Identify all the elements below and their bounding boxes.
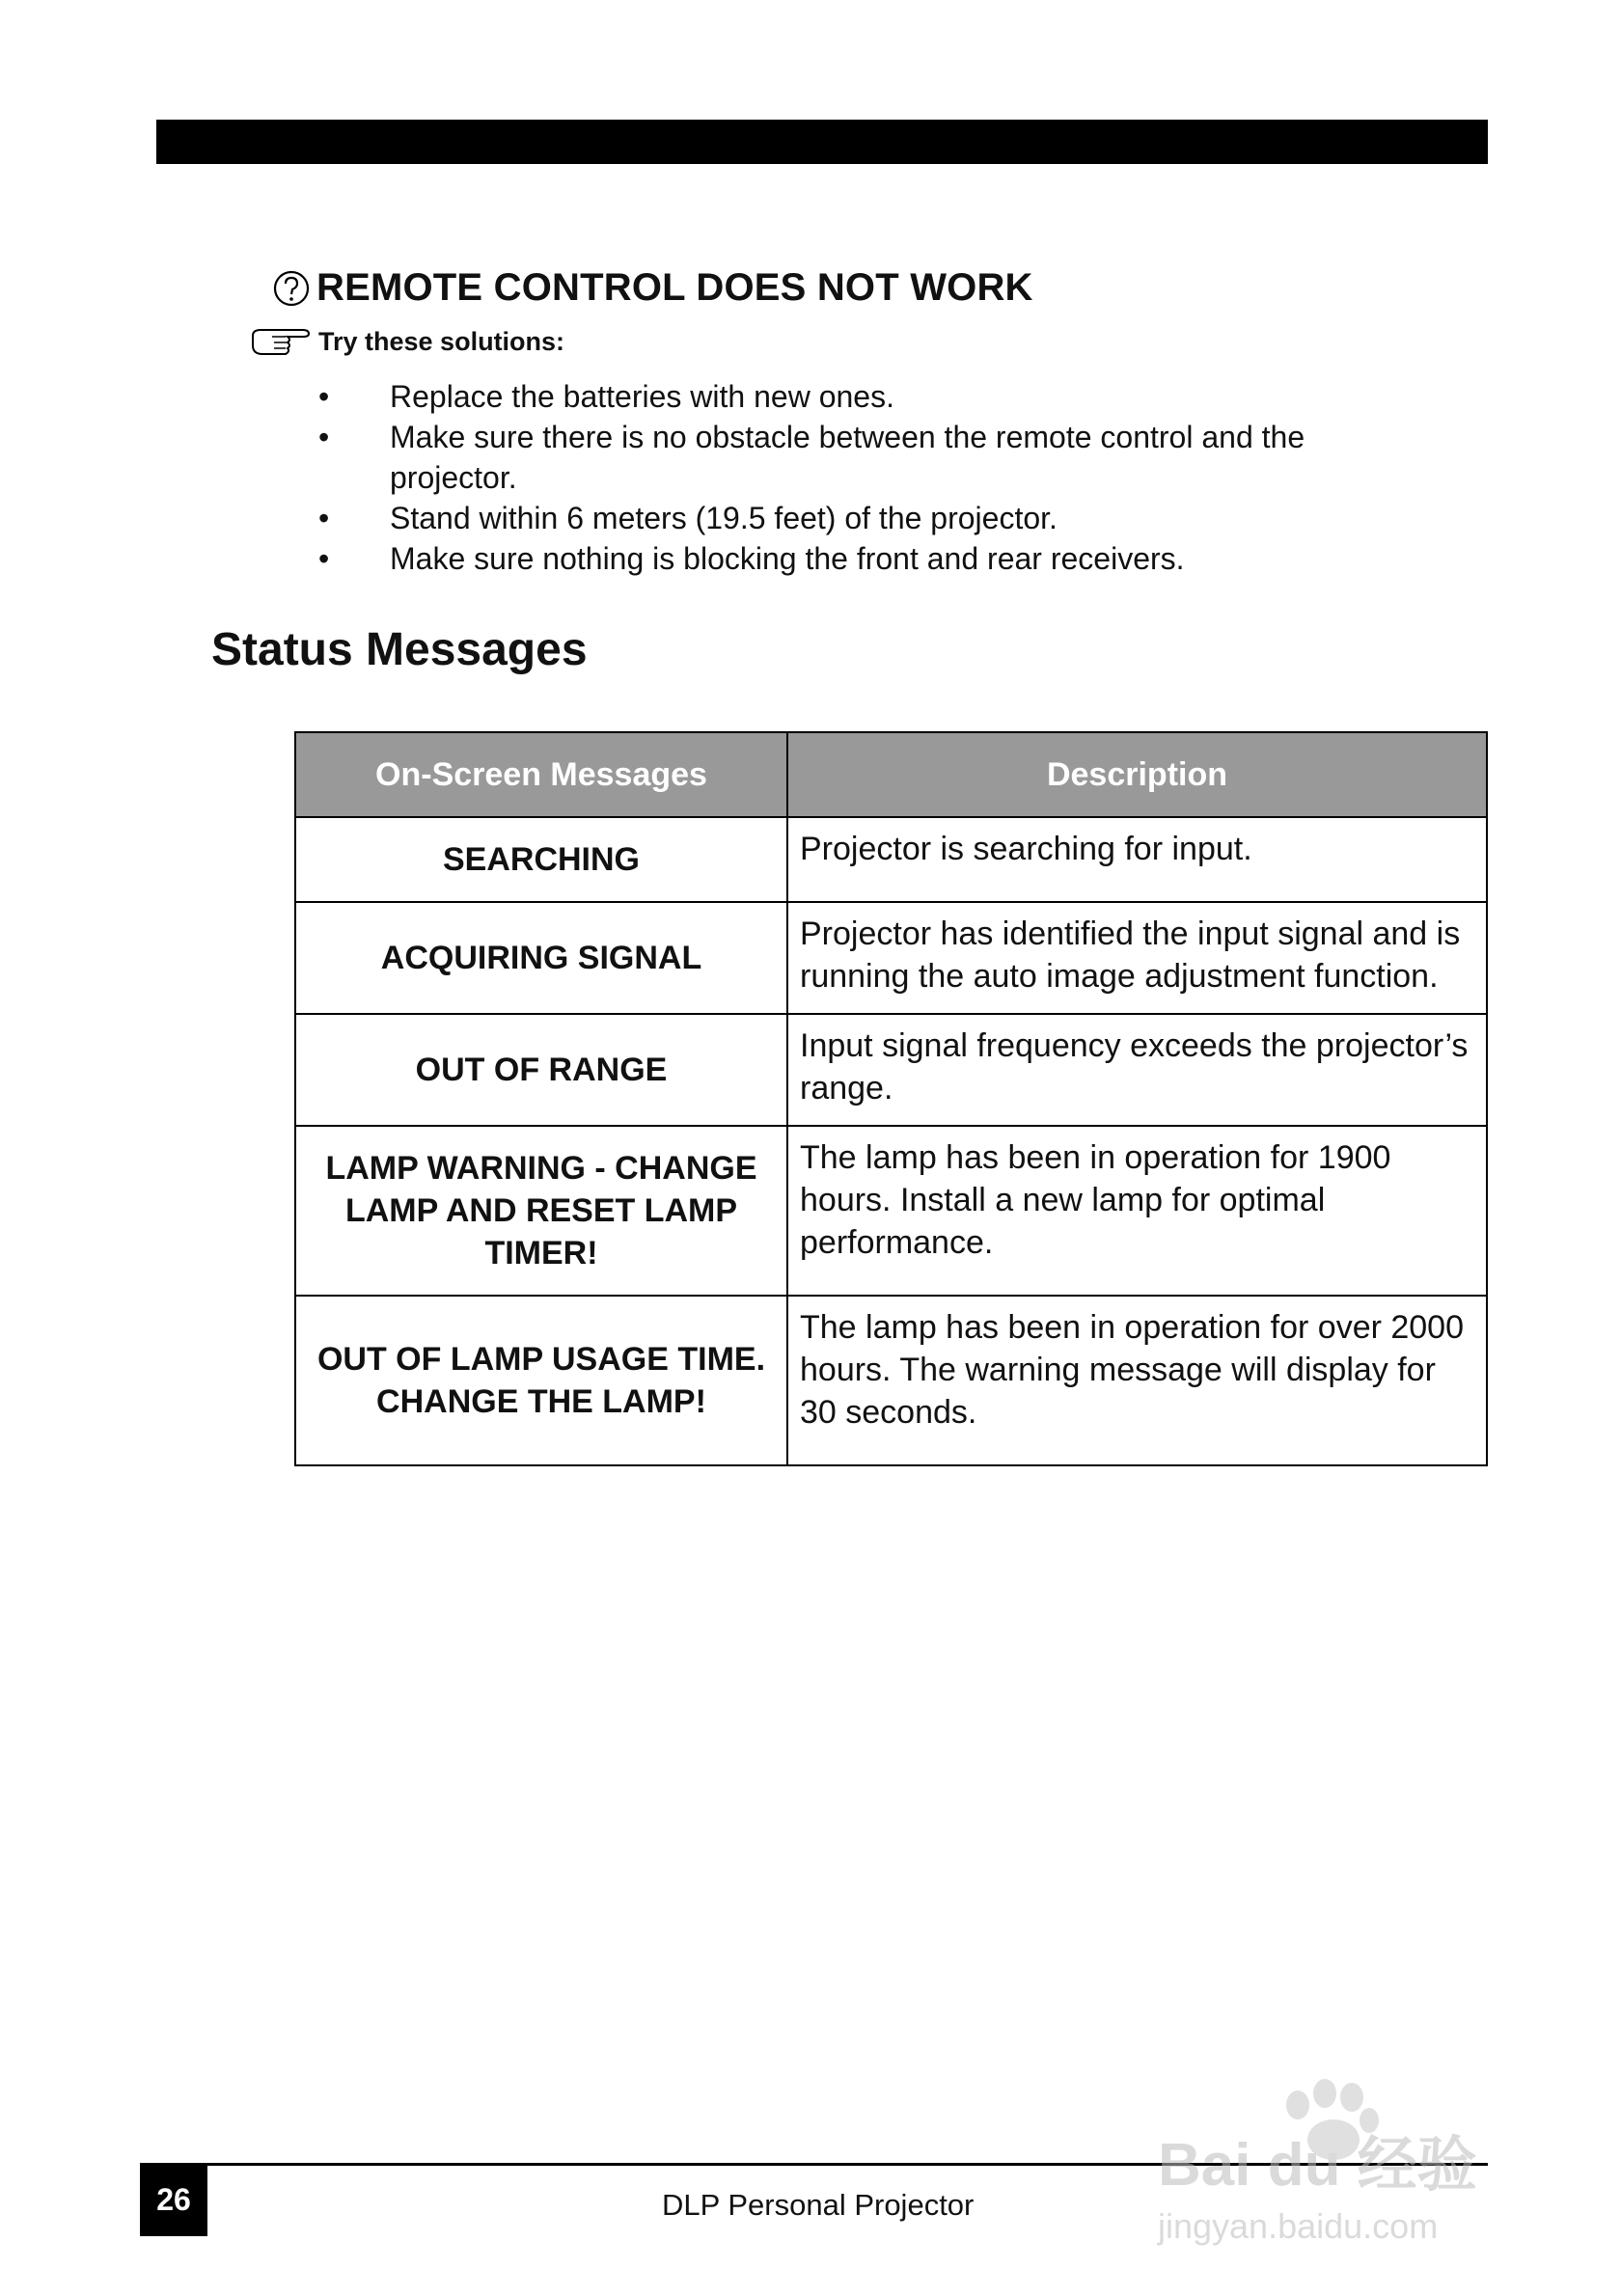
message-cell: LAMP WARNING - CHANGE LAMP AND RESET LAMP TIMER! [295,1126,787,1296]
message-cell: ACQUIRING SIGNAL [295,902,787,1014]
message-cell: OUT OF LAMP USAGE TIME. CHANGE THE LAMP! [295,1296,787,1465]
bullet: • [318,541,330,576]
list-item [318,376,1409,417]
try-solutions [249,322,564,361]
table-row [295,1014,1487,1126]
solutions-list [318,376,1409,579]
solution-text: Replace the batteries with new ones. [390,379,894,414]
watermark-brand: Bai du 经验 [1158,2132,1477,2199]
troubleshoot-title: REMOTE CONTROL DOES NOT WORK [316,266,1033,309]
bullet: • [318,420,330,454]
description-cell: Input signal frequency exceeds the projector’s range. [787,1014,1487,1126]
page-number: 26 [140,2163,207,2236]
solution-text: Make sure there is no obstacle between the remote control and the projector. [390,420,1305,495]
list-item [318,538,1409,579]
section-title: Status Messages [211,624,588,675]
table-row [295,1126,1487,1296]
description-cell: The lamp has been in operation for 1900 hours. Install a new lamp for optimal performance. [787,1126,1487,1296]
table-header-row [295,732,1487,817]
table-row [295,902,1487,1014]
try-solutions-label: Try these solutions: [318,326,565,356]
pointing-hand-icon [249,322,316,361]
list-item [318,498,1409,538]
baidu-watermark [1148,2055,1534,2248]
solution-text: Make sure nothing is blocking the front and rear receivers. [390,541,1185,576]
troubleshoot-heading [272,266,1033,310]
description-cell: Projector has identified the input signal and is running the auto image adjustment function. [787,902,1487,1014]
top-black-bar [156,120,1488,164]
bullet: • [318,501,330,535]
message-cell: OUT OF RANGE [295,1014,787,1126]
table-row [295,1296,1487,1465]
column-header-messages: On-Screen Messages [295,732,787,817]
question-icon [272,269,311,308]
description-cell: Projector is searching for input. [787,817,1487,902]
solution-text: Stand within 6 meters (19.5 feet) of the projector. [390,501,1058,535]
footer-product: DLP Personal Projector [662,2188,975,2222]
table-row [295,817,1487,902]
list-item [318,417,1409,498]
column-header-description: Description [787,732,1487,817]
status-messages-table [294,731,1488,1466]
watermark-site: jingyan.baidu.com [1158,2206,1439,2246]
description-cell: The lamp has been in operation for over 2000 hours. The warning message will display for 30 seconds. [787,1296,1487,1465]
message-cell: SEARCHING [295,817,787,902]
bullet: • [318,379,330,414]
